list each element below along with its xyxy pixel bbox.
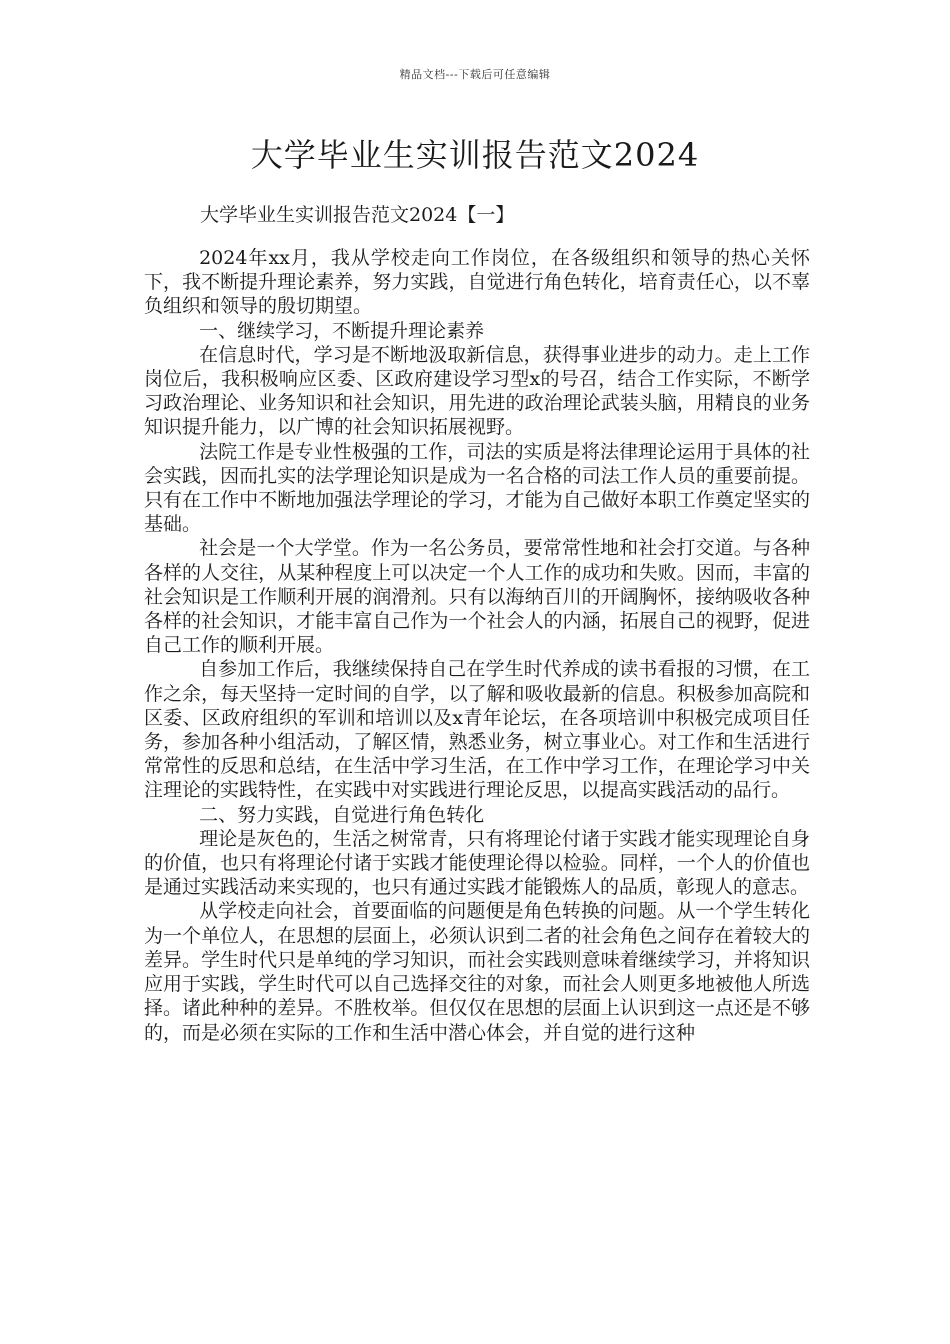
document-title: 大学毕业生实训报告范文2024 bbox=[250, 136, 700, 174]
subheading-1: 一、继续学习，不断提升理论素养 bbox=[199, 319, 485, 342]
paragraph-intro: 2024年xx月，我从学校走向工作岗位，在各级组织和领导的热心关怀下，我不断提升理论素养，努力实践，自觉进行角色转化，培育责任心，以不辜负组织和领导的殷切期望。 bbox=[144, 247, 810, 318]
paragraph: 理论是灰色的，生活之树常青，只有将理论付诸于实践才能实现理论自身的价值，也只有将理论付诸于实践才能使理论得以检验。同样，一个人的价值也是通过实践活动来实现的，也只有通过实践才能锻炼人的品质，彰现人的意志。 bbox=[144, 827, 810, 899]
document-body bbox=[144, 246, 810, 1045]
paragraph: 法院工作是专业性极强的工作，司法的实质是将法律理论运用于具体的社会实践，因而扎实的法学理论知识是成为一名合格的司法工作人员的重要前提。只有在工作中不断地加强法学理论的学习，才能为自己做好本职工作奠定坚实的基础。 bbox=[144, 440, 810, 536]
page-header-note: 精品文档---下载后可任意编辑 bbox=[399, 68, 551, 81]
paragraph: 在信息时代，学习是不断地汲取新信息，获得事业进步的动力。走上工作岗位后，我积极响应区委、区政府建设学习型x的号召，结合工作实际，不断学习政治理论、业务知识和社会知识，用先进的政治理论武装头脑，用精良的业务知识提升能力，以广博的社会知识拓展视野。 bbox=[144, 343, 810, 439]
paragraph: 自参加工作后，我继续保持自己在学生时代养成的读书看报的习惯，在工作之余，每天坚持一定时间的自学，以了解和吸收最新的信息。积极参加高院和区委、区政府组织的军训和培训以及x青年论坛，在各项培训中积极完成项目任务，参加各种小组活动，了解区情，熟悉业务，树立事业心。对工作和生活进行常常性的反思和总结，在生活中学习生活，在工作中学习工作，在理论学习中关注理论的实践特性，在实践中对实践进行理论反思，以提高实践活动的品行。 bbox=[144, 658, 810, 802]
section-heading: 大学毕业生实训报告范文2024【一】 bbox=[200, 204, 515, 226]
subheading-2: 二、努力实践，自觉进行角色转化 bbox=[199, 803, 485, 826]
paragraph: 从学校走向社会，首要面临的问题便是角色转换的问题。从一个学生转化为一个单位人，在思想的层面上，必须认识到二者的社会角色之间存在着较大的差异。学生时代只是单纯的学习知识，而社会实践则意味着继续学习，并将知识应用于实践，学生时代可以自己选择交往的对象，而社会人则更多地被他人所选择。诸此种种的差异。不胜枚举。但仅仅在思想的层面上认识到这一点还是不够的，而是必须在实际的工作和生活中潜心体会，并自觉的进行这种 bbox=[144, 900, 810, 1044]
paragraph: 社会是一个大学堂。作为一名公务员，要常常性地和社会打交道。与各种各样的人交往，从某种程度上可以决定一个人工作的成功和失败。因而，丰富的社会知识是工作顺利开展的润滑剂。只有以海纳百川的开阔胸怀，接纳吸收各种各样的社会知识，才能丰富自己作为一个社会人的内涵，拓展自己的视野，促进自己工作的顺利开展。 bbox=[144, 537, 810, 657]
